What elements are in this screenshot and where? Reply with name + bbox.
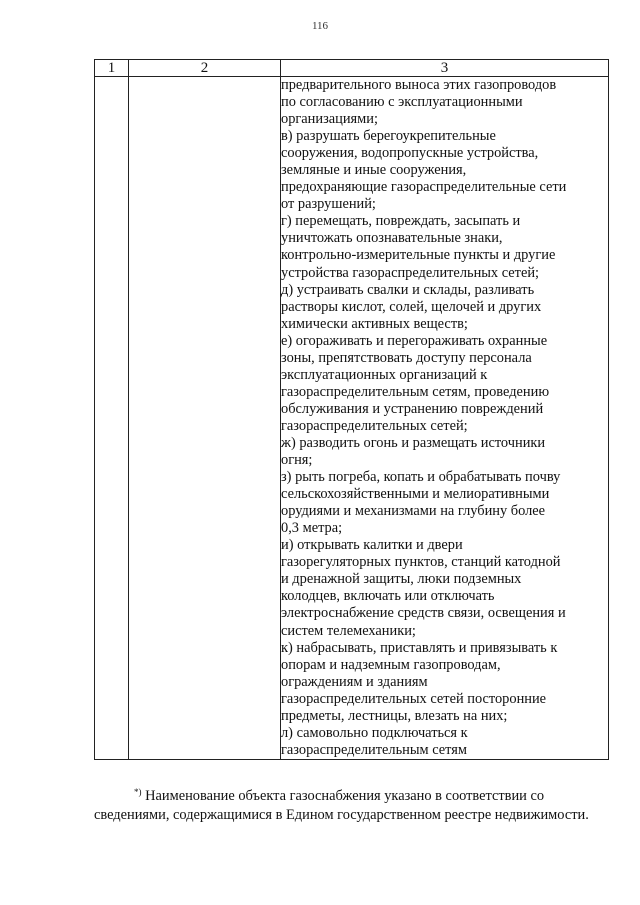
text-line: зоны, препятствовать доступу персонала (281, 349, 532, 366)
text-line: ограждениям и зданиям (281, 673, 428, 690)
text-line: 0,3 метра; (281, 520, 343, 537)
table-cell-col2 (129, 77, 281, 760)
text-line: к) набрасывать, приставлять и привязывать к (281, 639, 558, 656)
text-line: сооружения, водопропускные устройства, (281, 145, 539, 162)
text-line: г) перемещать, повреждать, засыпать и (281, 213, 521, 230)
text-line: сельскохозяйственными и мелиоративными (281, 486, 550, 503)
document-table (94, 59, 609, 760)
text-line: газораспределительным сетям, проведению (281, 383, 550, 400)
page-number: 116 (311, 20, 329, 32)
footnote-first-line (94, 783, 608, 806)
footnote (94, 783, 608, 825)
text-line: предохраняющие газораспределительные сети (281, 179, 567, 196)
text-line: з) рыть погреба, копать и обрабатывать почву (281, 469, 561, 486)
table-header-row (95, 60, 609, 77)
text-line: обслуживания и устранению повреждений (281, 400, 544, 417)
table-row (95, 77, 609, 760)
text-line: земляные и иные сооружения, (281, 162, 467, 179)
footnote-line1: Наименование объекта газоснабжения указано в соответствии со (145, 788, 545, 804)
column-header-1: 1 (95, 60, 129, 77)
text-line: опорам и надземным газопроводам, (281, 656, 501, 673)
text-line: газораспределительных сетей; (281, 417, 468, 434)
text-line: газорегуляторных пунктов, станций катодной (281, 554, 561, 571)
text-line: устройства газораспределительных сетей; (281, 264, 540, 281)
table-cell-col1 (95, 77, 129, 760)
text-line: контрольно-измерительные пункты и другие (281, 247, 556, 264)
text-line: ж) разводить огонь и размещать источники (281, 434, 546, 451)
footnote-rest: сведениями, содержащимися в Едином государственном реестре недвижимости. (94, 807, 589, 823)
text-line: по согласованию с эксплуатационными (281, 94, 523, 111)
text-line: и дренажной защиты, люки подземных (281, 571, 522, 588)
text-line: л) самовольно подключаться к (281, 724, 468, 741)
table-cell-col3 (281, 77, 609, 760)
text-line: предметы, лестницы, влезать на них; (281, 707, 508, 724)
column-header-2: 2 (129, 60, 281, 77)
column-header-3: 3 (281, 60, 609, 77)
text-line: огня; (281, 452, 313, 469)
text-line: в) разрушать берегоукрепительные (281, 128, 496, 145)
text-line: орудиями и механизмами на глубину более (281, 503, 546, 520)
text-line: химически активных веществ; (281, 315, 468, 332)
text-line: от разрушений; (281, 196, 376, 213)
text-line: е) огораживать и перегораживать охранные (281, 332, 548, 349)
text-line: растворы кислот, солей, щелочей и других (281, 298, 542, 315)
text-line: газораспределительным сетям (281, 741, 468, 758)
text-line: колодцев, включать или отключать (281, 588, 495, 605)
footnote-marker: *) (134, 787, 142, 797)
text-line: уничтожать опознавательные знаки, (281, 230, 503, 247)
text-line: электроснабжение средств связи, освещения и (281, 605, 566, 622)
text-line: д) устраивать свалки и склады, разливать (281, 281, 535, 298)
text-line: организациями; (281, 111, 378, 128)
text-line: эксплуатационных организаций к (281, 366, 488, 383)
text-line: и) открывать калитки и двери (281, 537, 463, 554)
text-line: предварительного выноса этих газопроводов (281, 77, 557, 93)
text-line: газораспределительных сетей посторонние (281, 690, 547, 707)
text-line: систем телемеханики; (281, 622, 416, 639)
restrictions-list (281, 77, 608, 759)
